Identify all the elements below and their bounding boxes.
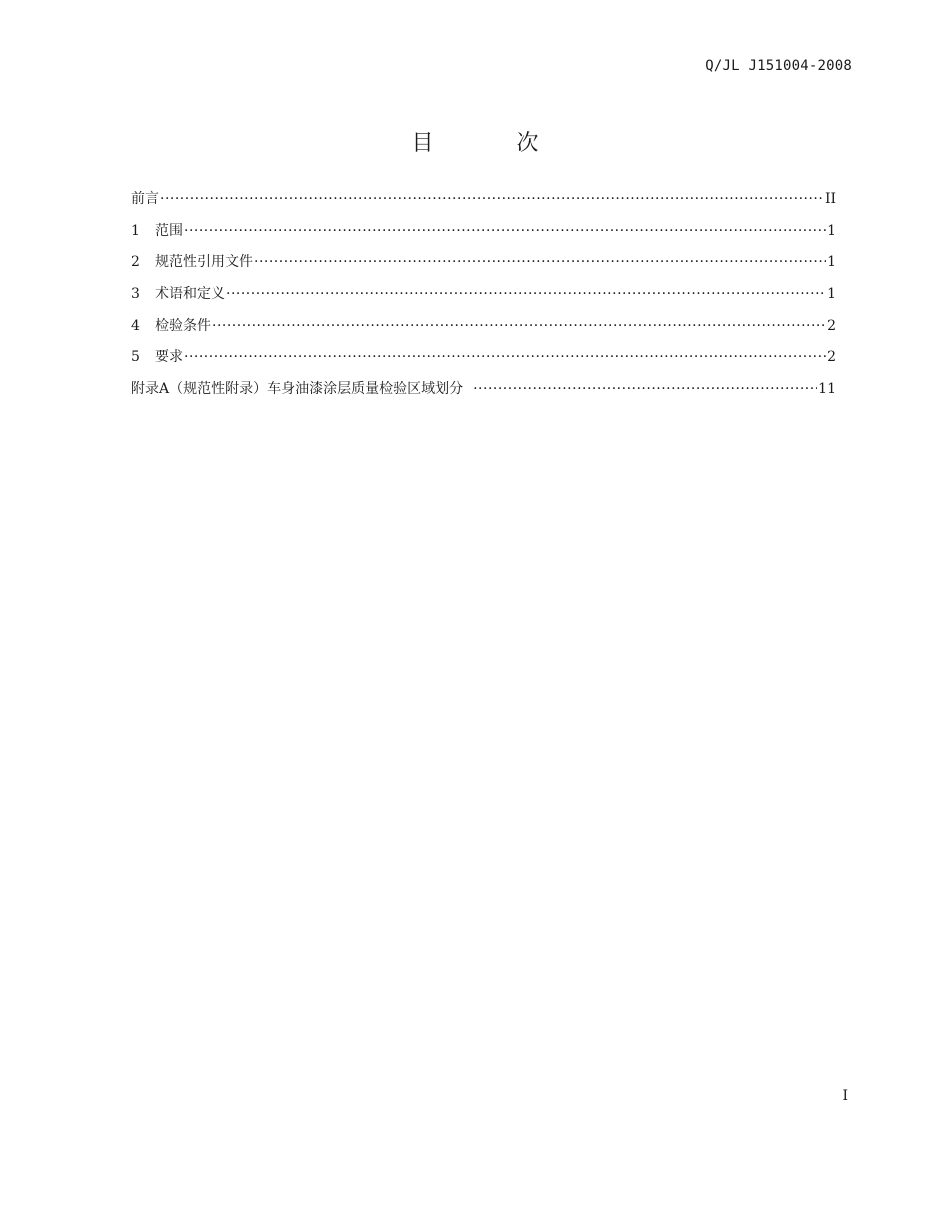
- toc-entry-text: 检验条件: [155, 317, 211, 334]
- toc-entry-number: 1: [131, 222, 140, 239]
- toc-entry-number: 4: [131, 317, 140, 334]
- toc-dot-leader: [473, 381, 817, 397]
- toc-entry-page: 2: [827, 317, 836, 334]
- toc-dot-leader: [212, 318, 826, 334]
- toc-entry-foreword[interactable]: [131, 188, 836, 220]
- toc-entry-text: 术语和定义: [155, 286, 225, 303]
- toc-title: 目 次: [411, 131, 577, 156]
- toc-entry-text: 前言: [131, 191, 159, 207]
- toc-dot-leader: [254, 254, 826, 270]
- toc-entry-normative-references[interactable]: [131, 251, 836, 283]
- toc-entry-text: 范围: [155, 222, 183, 239]
- toc-entry-number: 3: [131, 286, 140, 303]
- toc-entry-terms-definitions[interactable]: [131, 283, 836, 315]
- toc-entry-appendix-a[interactable]: [131, 378, 836, 410]
- toc-entry-page: II: [824, 191, 836, 207]
- toc-entry-page: 1: [827, 222, 836, 239]
- toc-entry-page: 1: [827, 286, 836, 303]
- toc-entry-text: 规范性引用文件: [155, 254, 253, 271]
- toc-entry-page: 2: [827, 349, 836, 366]
- toc-entry-text: 要求: [155, 349, 183, 366]
- toc-entry-number: 5: [131, 349, 140, 366]
- toc-dot-leader: [184, 223, 826, 239]
- toc-dot-leader: [184, 349, 826, 365]
- page-number: I: [842, 1088, 848, 1104]
- table-of-contents: [131, 188, 836, 410]
- toc-entry-text: 附录A（规范性附录）车身油漆涂层质量检验区域划分: [131, 381, 464, 398]
- toc-dot-leader: [160, 191, 824, 207]
- toc-entry-scope[interactable]: [131, 220, 836, 252]
- toc-entry-inspection-conditions[interactable]: [131, 315, 836, 347]
- toc-entry-page: 11: [818, 381, 836, 398]
- toc-entry-requirements[interactable]: [131, 346, 836, 378]
- document-code: Q/JL J151004-2008: [705, 58, 852, 74]
- toc-dot-leader: [226, 286, 826, 302]
- toc-entry-number: 2: [131, 254, 140, 271]
- toc-entry-page: 1: [827, 254, 836, 271]
